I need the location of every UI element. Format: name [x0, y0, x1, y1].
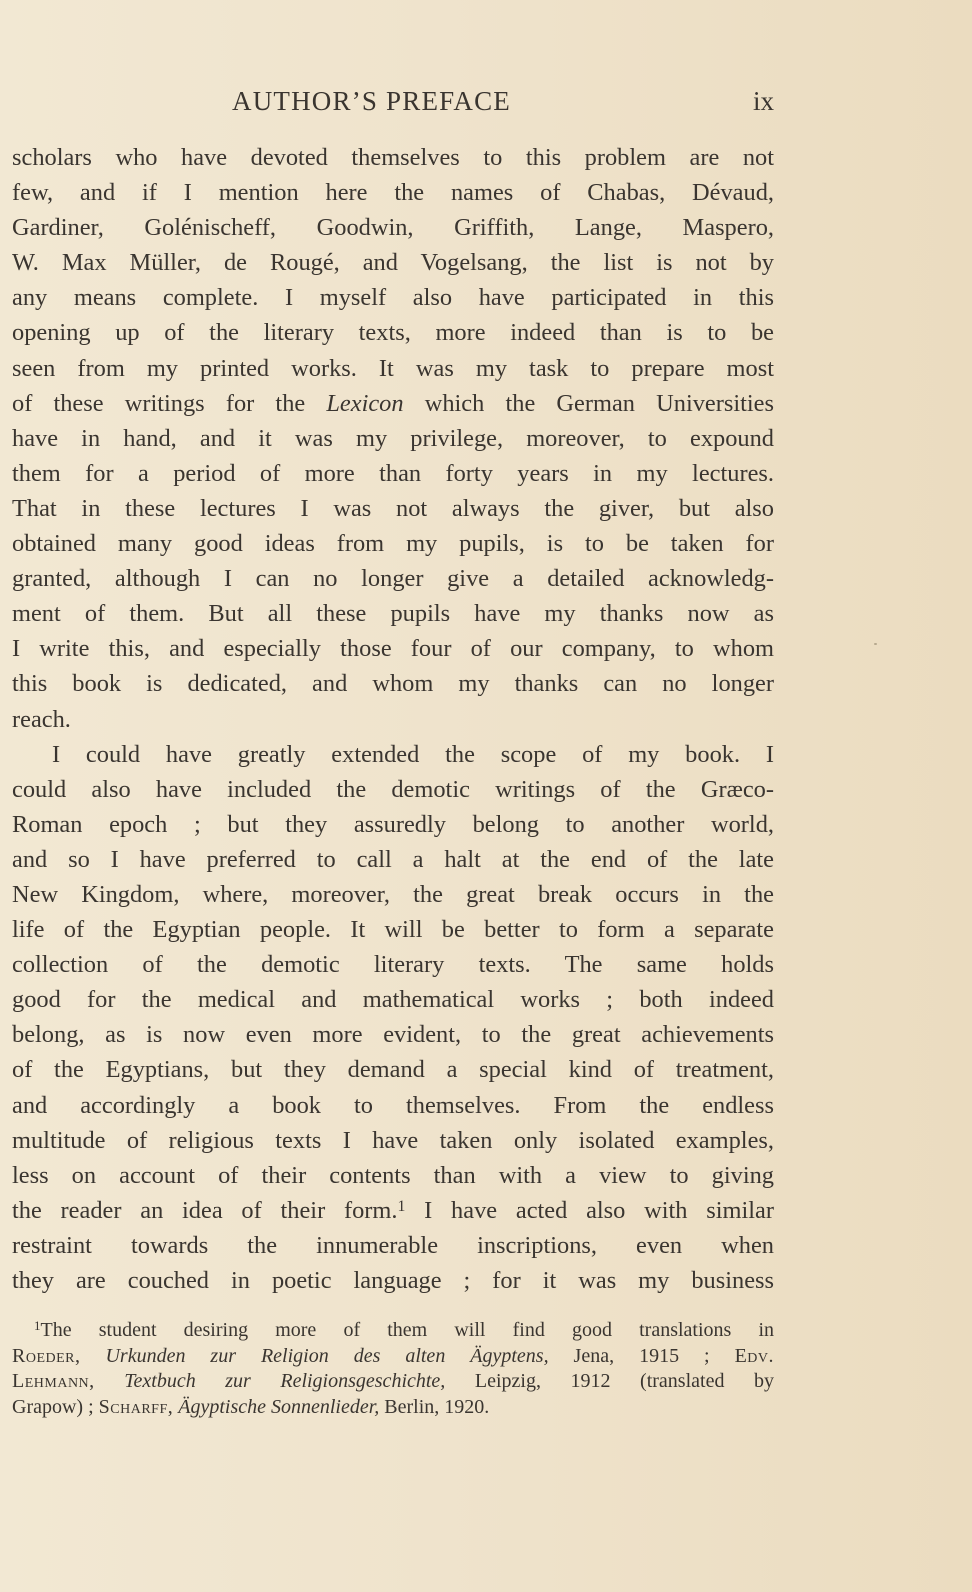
text-line: reach.: [12, 705, 71, 733]
text-run: I have acted also with similar: [405, 1196, 774, 1224]
paragraph-1: [12, 140, 774, 737]
text-line: and so I have preferred to call a halt at the end of the late: [12, 845, 774, 873]
text-line: life of the Egyptian people. It will be better to form a separate: [12, 916, 774, 944]
text-line: I write this, and especially those four of our company, to whom: [12, 635, 774, 663]
footnote-author: Roeder,: [12, 1344, 81, 1367]
text-line: I could have greatly extended the scope of my book. I: [52, 740, 774, 768]
text-run: which the German Universities: [403, 389, 774, 417]
paragraph-2: [12, 737, 774, 1299]
text-line: granted, although I can no longer give a detailed acknowledg-: [12, 565, 774, 593]
footnote-title: Ägyptische Sonnenlieder,: [178, 1395, 380, 1418]
text-line: collection of the demotic literary texts. The same holds: [12, 951, 774, 979]
text-line: That in these lectures I was not always the giver, but also: [12, 494, 774, 522]
footnote-line: [12, 1395, 774, 1421]
footnote-text: Jena, 1915 ;: [548, 1344, 710, 1367]
text-line: [12, 1193, 774, 1228]
text-line: Gardiner, Golénischeff, Goodwin, Griffith, Lange, Maspero,: [12, 214, 774, 242]
text-line: any means complete. I myself also have participated in this: [12, 284, 774, 312]
footnote-line: [12, 1369, 774, 1395]
footnote-marker: 1: [34, 1318, 41, 1334]
text-line: belong, as is now even more evident, to the great achievements: [12, 1021, 774, 1049]
footnote-text: Berlin, 1920.: [379, 1395, 490, 1418]
page-number: ix: [752, 86, 774, 116]
text-line: Roman epoch ; but they assuredly belong to another world,: [12, 810, 774, 838]
text-line: this book is dedicated, and whom my thanks can no longer: [12, 670, 774, 698]
footnote-text: Grapow) ;: [12, 1395, 99, 1418]
text-line: obtained many good ideas from my pupils, is to be taken for: [12, 530, 774, 558]
running-head: [12, 86, 774, 126]
footnote-text: Leipzig, 1912 (translated by: [445, 1370, 774, 1393]
footnote-author: Edv.: [734, 1344, 774, 1367]
text-line: of the Egyptians, but they demand a special kind of treatment,: [12, 1056, 774, 1084]
text-line: less on account of their contents than with a view to giving: [12, 1161, 774, 1189]
text-line: restraint towards the innumerable inscriptions, even when: [12, 1231, 774, 1259]
text-line: and accordingly a book to themselves. From the endless: [12, 1091, 774, 1119]
text-line: few, and if I mention here the names of Chabas, Dévaud,: [12, 179, 774, 207]
footnote-title: Urkunden zur Religion des alten Ägyptens,: [105, 1344, 549, 1367]
footnote: [12, 1318, 774, 1420]
text-line: ment of them. But all these pupils have my thanks now as: [12, 600, 774, 628]
footnote-author: Lehmann,: [12, 1370, 95, 1393]
footnote-text: The student desiring more of them will find good translations in: [40, 1319, 774, 1342]
text-line: have in hand, and it was my privilege, moreover, to expound: [12, 424, 774, 452]
text-run: the reader an idea of their form.: [12, 1196, 398, 1224]
footnote-reference[interactable]: 1: [397, 1197, 406, 1215]
book-page: [12, 86, 774, 1420]
text-line: good for the medical and mathematical works ; both indeed: [12, 986, 774, 1014]
footnote-line: [12, 1318, 774, 1344]
text-line: they are couched in poetic language ; for it was my business: [12, 1267, 774, 1294]
footnote-title: Textbuch zur Religionsgeschichte,: [124, 1370, 446, 1393]
text-line: scholars who have devoted themselves to this problem are not: [12, 144, 774, 171]
paper-speck: [874, 643, 877, 645]
text-line: W. Max Müller, de Rougé, and Vogelsang, the list is not by: [12, 249, 774, 277]
lexicon-title: Lexicon: [326, 389, 404, 417]
text-line: [12, 386, 774, 421]
text-line: them for a period of more than forty years in my lectures.: [12, 459, 774, 487]
text-line: seen from my printed works. It was my task to prepare most: [12, 354, 774, 382]
footnote-line: [12, 1344, 774, 1370]
text-run: of these writings for the: [12, 389, 327, 417]
running-title: AUTHOR’S PREFACE: [232, 86, 511, 116]
text-line: multitude of religious texts I have taken only isolated examples,: [12, 1126, 774, 1154]
footnote-author: Scharff,: [98, 1395, 174, 1418]
text-line: New Kingdom, where, moreover, the great break occurs in the: [12, 880, 774, 908]
text-line: opening up of the literary texts, more indeed than is to be: [12, 319, 774, 347]
text-line: could also have included the demotic writings of the Græco-: [12, 775, 774, 803]
